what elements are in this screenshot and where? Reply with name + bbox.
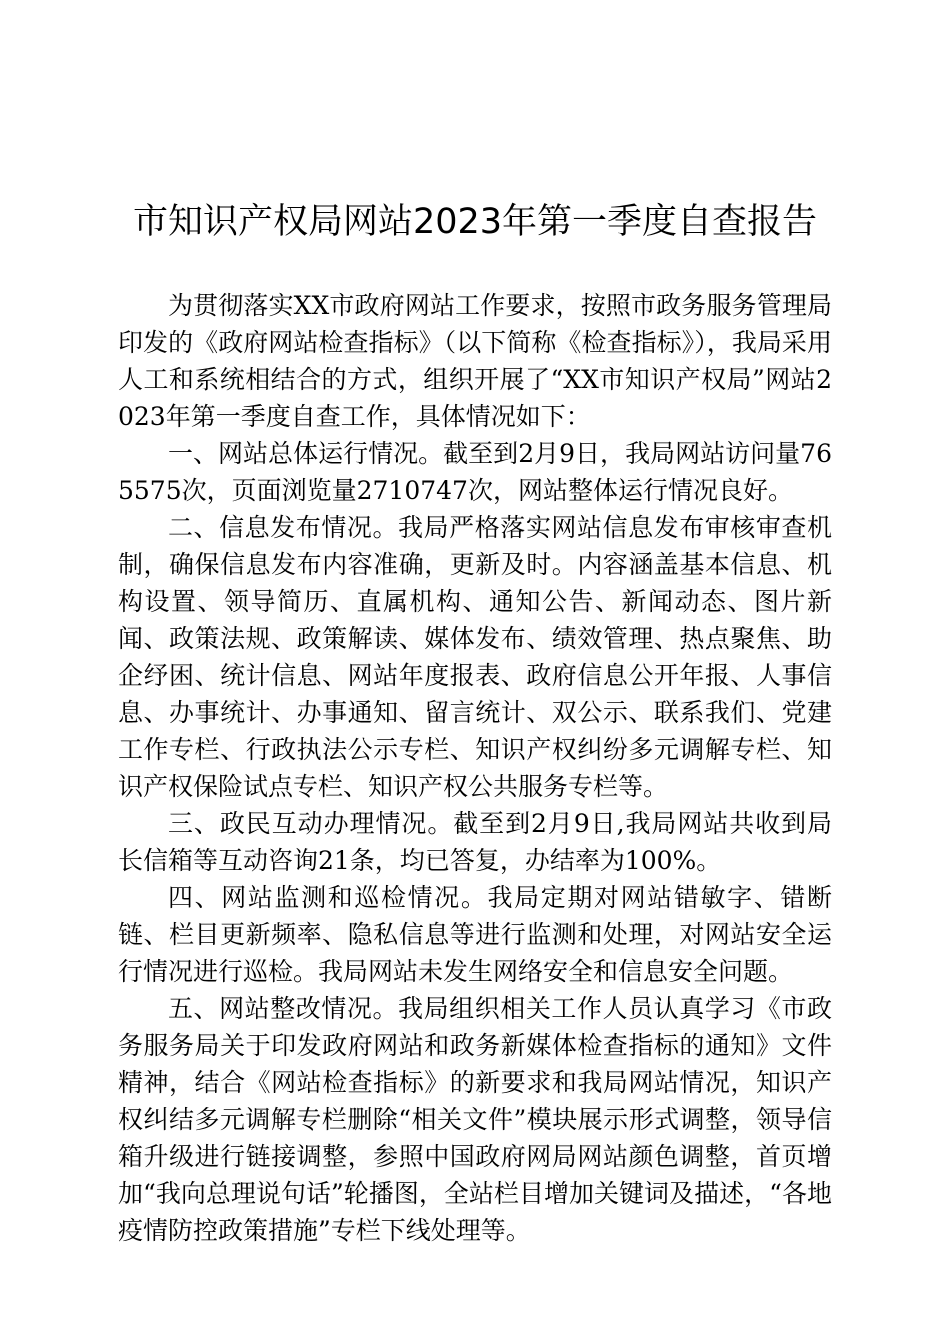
document-title: 市知识产权局网站2023年第一季度自查报告: [132, 202, 818, 242]
section-paragraph-4: 四、网站监测和巡检情况。我局定期对网站错敏字、错断链、栏目更新频率、隐私信息等进行监测和处理，对网站安全运行情况进行巡检。我局网站未发生网络安全和信息安全问题。: [118, 883, 832, 986]
section-paragraph-1: 一、网站总体运行情况。截至到2月9日，我局网站访问量765575次，页面浏览量2710747次，网站整体运行情况良好。: [118, 439, 832, 505]
intro-paragraph: 为贯彻落实XX市政府网站工作要求，按照市政务服务管理局印发的《政府网站检查指标》（以下简称《检查指标》），我局采用人工和系统相结合的方式，组织开展了“XX市知识产权局”网站2023年第一季度自查工作，具体情况如下：: [118, 291, 832, 431]
section-paragraph-2: 二、信息发布情况。我局严格落实网站信息发布审核审查机制，确保信息发布内容准确，更新及时。内容涵盖基本信息、机构设置、领导简历、直属机构、通知公告、新闻动态、图片新闻、政策法规、政策解读、媒体发布、绩效管理、热点聚焦、助企纾困、统计信息、网站年度报表、政府信息公开年报、人事信息、办事统计、办事通知、留言统计、双公示、联系我们、党建工作专栏、行政执法公示专栏、知识产权纠纷多元调解专栏、知识产权保险试点专栏、知识产权公共服务专栏等。: [118, 513, 832, 801]
document-body: [118, 287, 832, 1249]
section-paragraph-3: 三、政民互动办理情况。截至到2月9日,我局网站共收到局长信箱等互动咨询21条，均已答复，办结率为100%。: [118, 809, 832, 875]
section-paragraph-5: 五、网站整改情况。我局组织相关工作人员认真学习《市政务服务局关于印发政府网站和政务新媒体检查指标的通知》文件精神，结合《网站检查指标》的新要求和我局网站情况，知识产权纠结多元调解专栏删除“相关文件”模块展示形式调整，领导信箱升级进行链接调整，参照中国政府网局网站颜色调整，首页增加“我向总理说句话”轮播图，全站栏目增加关键词及描述，“各地疫情防控政策措施”专栏下线处理等。: [118, 994, 832, 1245]
